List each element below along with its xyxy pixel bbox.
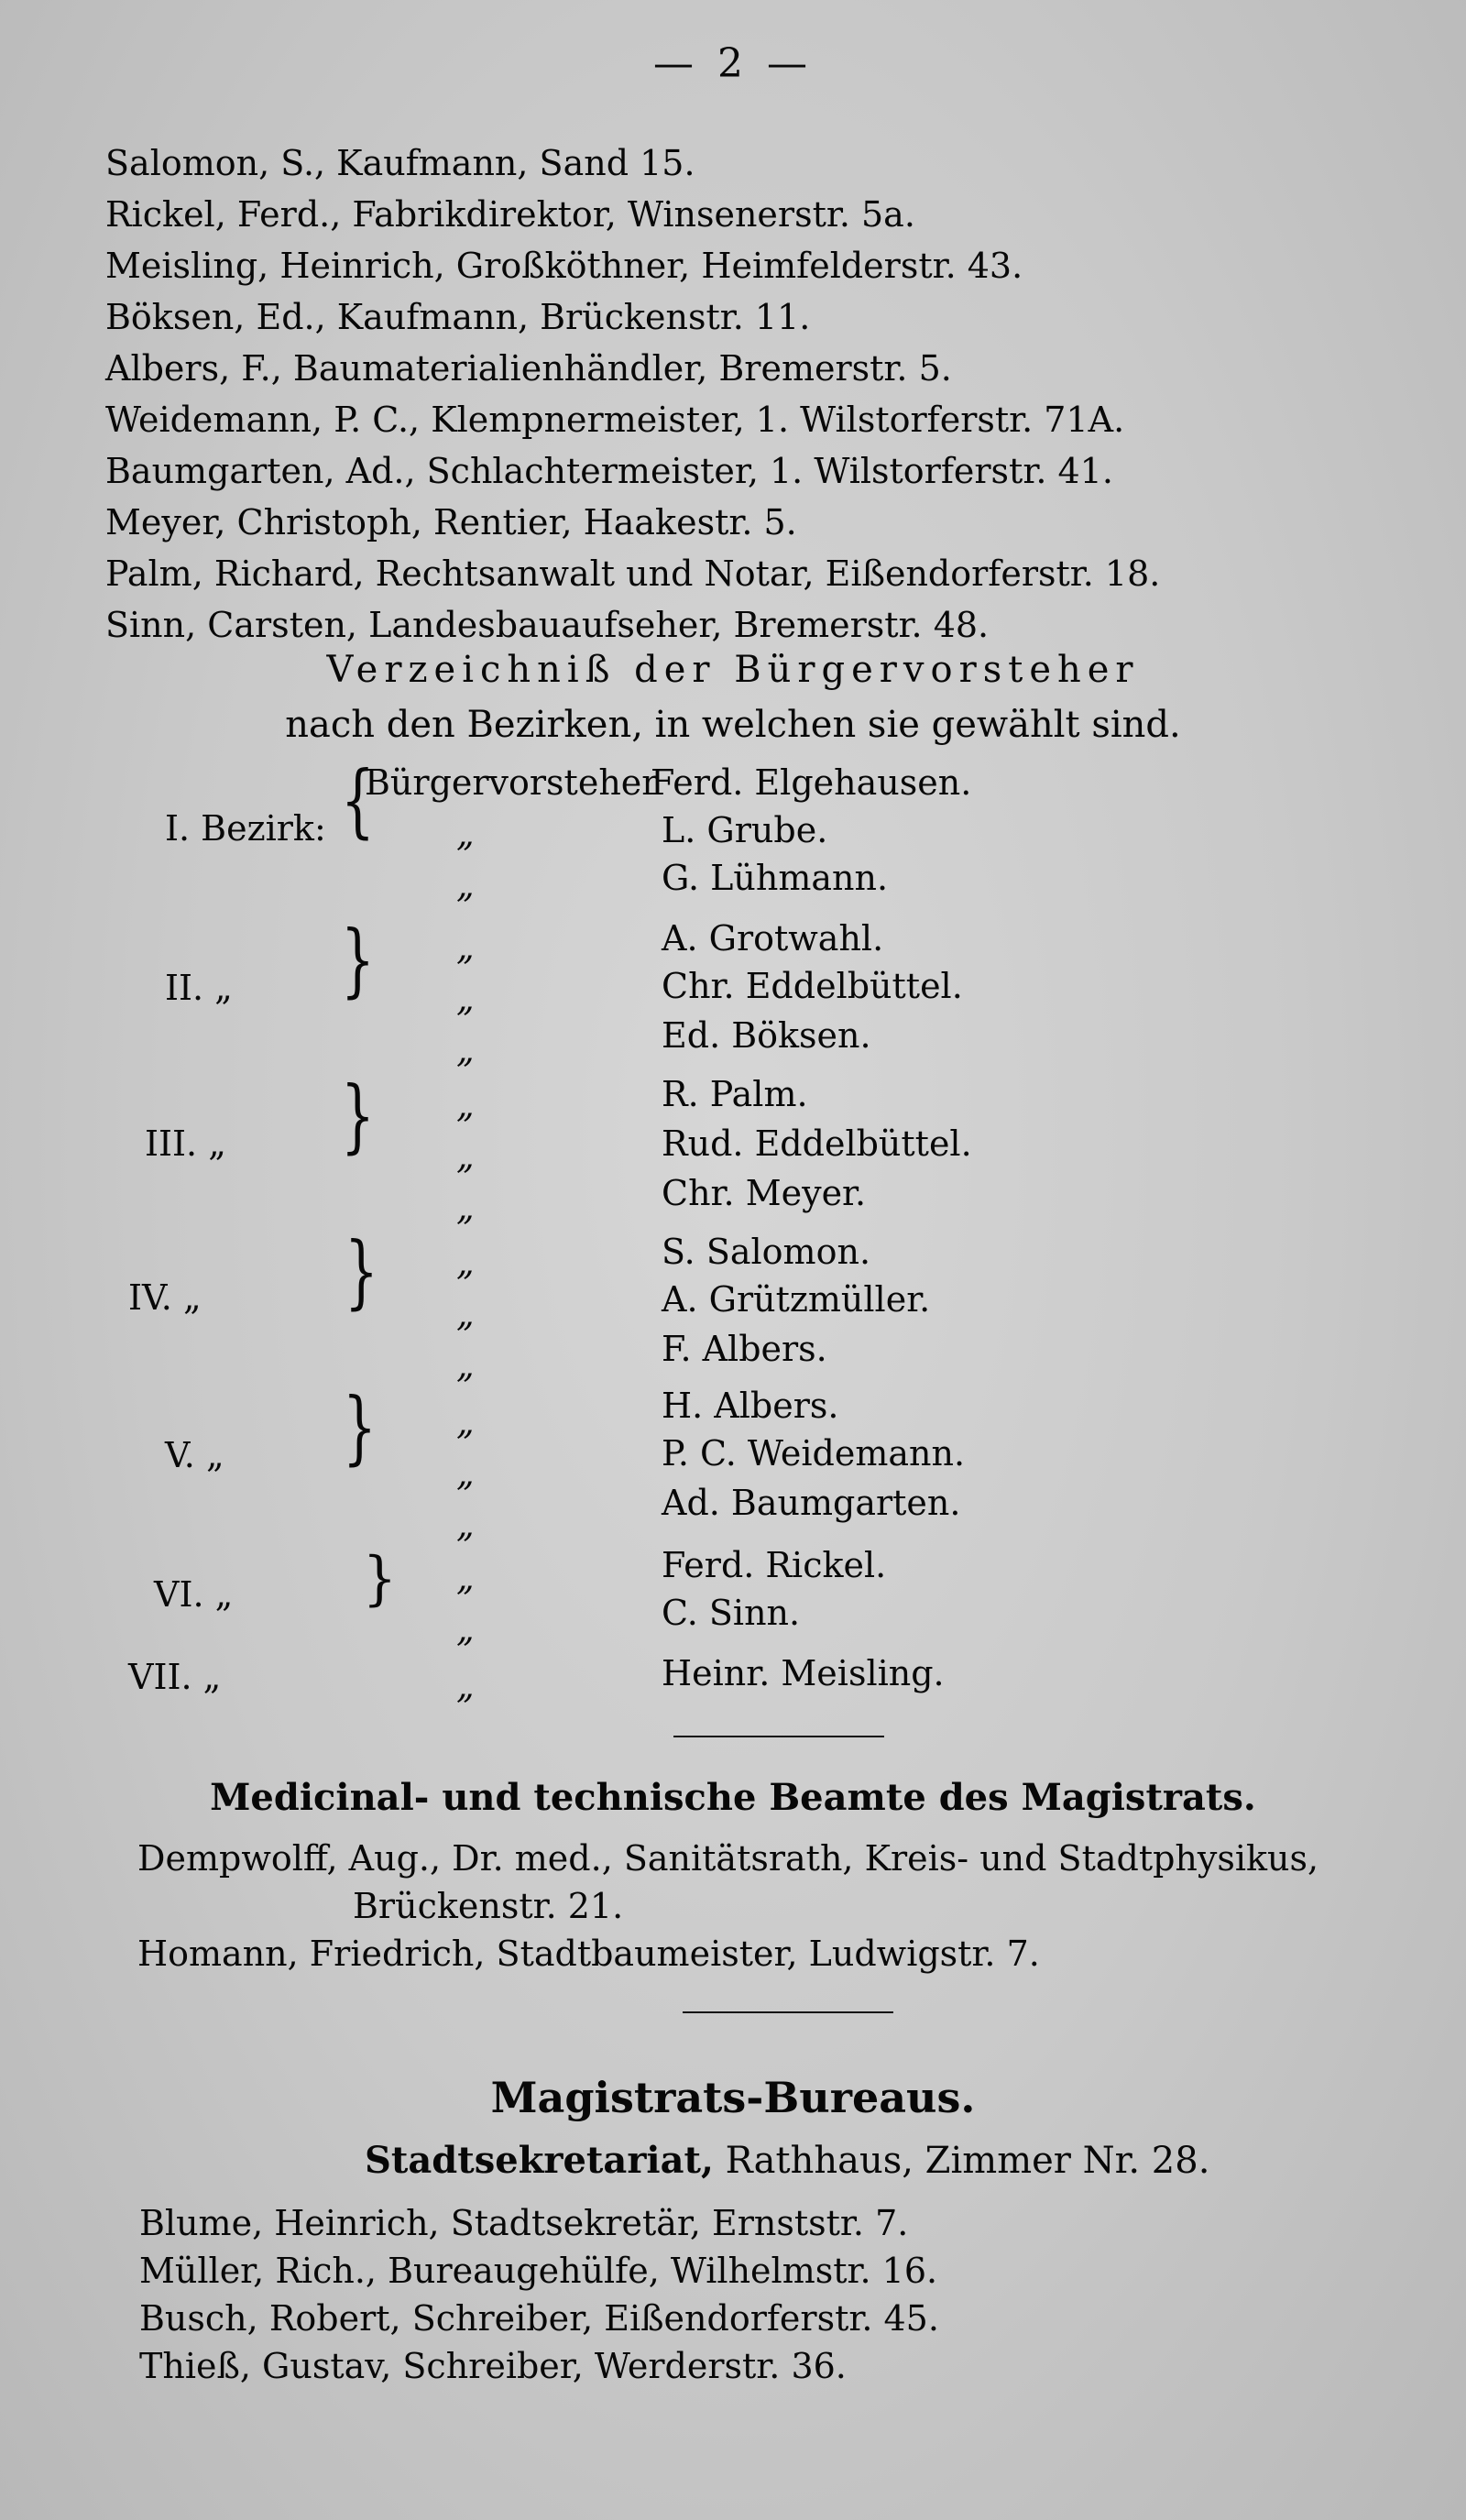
ditto-mark: „ — [456, 1030, 475, 1070]
brace: } — [345, 1224, 378, 1319]
ditto-mark: „ — [456, 1243, 475, 1283]
subtitle-bold: Stadtsekretariat, — [365, 2139, 714, 2182]
ditto-mark: „ — [456, 1085, 475, 1125]
brace: } — [343, 1380, 377, 1474]
list-item: Thieß, Gustav, Schreiber, Werderstr. 36. — [139, 2346, 847, 2386]
district-member: Rud. Eddelbüttel. — [662, 1123, 972, 1164]
district-member: P. C. Weidemann. — [662, 1433, 966, 1474]
district-label: V. „ — [165, 1435, 224, 1475]
header-label: Bürgervorsteher — [365, 762, 659, 803]
list-item: Sinn, Carsten, Landesbauaufseher, Bremerstr. 48. — [105, 605, 990, 645]
section-title: Magistrats-Bureaus. — [490, 2073, 976, 2122]
list-item: Albers, F., Baumaterialienhändler, Bremerstr. 5. — [105, 348, 952, 389]
list-item: Weidemann, P. C., Klempnermeister, 1. Wilstorferstr. 71A. — [105, 400, 1125, 440]
ditto-mark: „ — [456, 1136, 475, 1177]
ditto-mark: „ — [456, 1558, 475, 1598]
district-member: Ferd. Elgehausen. — [651, 762, 972, 803]
district-member: F. Albers. — [662, 1329, 827, 1369]
section-subtitle — [365, 2139, 1209, 2182]
district-member: A. Grützmüller. — [662, 1279, 931, 1320]
district-member: Ad. Baumgarten. — [662, 1483, 961, 1523]
section-title: Verzeichniß der Bürgervorsteher — [326, 649, 1140, 691]
brace: } — [341, 913, 375, 1007]
ditto-mark: „ — [456, 1453, 475, 1494]
list-item: Blume, Heinrich, Stadtsekretär, Ernststr. 7. — [139, 2203, 909, 2243]
ditto-mark: „ — [456, 814, 475, 854]
district-label: VI. „ — [154, 1574, 234, 1615]
list-item: Salomon, S., Kaufmann, Sand 15. — [105, 143, 695, 183]
subtitle-rest: Rathhaus, Zimmer Nr. 28. — [713, 2140, 1210, 2182]
district-member: G. Lühmann. — [662, 858, 889, 898]
ditto-mark: „ — [456, 1609, 475, 1649]
ditto-mark: „ — [456, 927, 475, 968]
district-label: IV. „ — [128, 1277, 202, 1318]
ditto-mark: „ — [456, 1345, 475, 1386]
list-item: Baumgarten, Ad., Schlachtermeister, 1. Wilstorferstr. 41. — [105, 451, 1113, 491]
district-member: Ed. Böksen. — [662, 1015, 871, 1056]
ditto-mark: „ — [456, 1402, 475, 1442]
brace: { — [341, 753, 375, 848]
district-member: Heinr. Meisling. — [662, 1653, 945, 1693]
district-member: Chr. Eddelbüttel. — [662, 966, 963, 1006]
section-subtitle: nach den Bezirken, in welchen sie gewählt sind. — [285, 704, 1181, 746]
district-member: Chr. Meyer. — [662, 1173, 867, 1213]
district-label: I. Bezirk: — [165, 808, 326, 849]
district-member: C. Sinn. — [662, 1593, 801, 1633]
list-item: Brückenstr. 21. — [353, 1886, 624, 1926]
ditto-mark: „ — [456, 1188, 475, 1228]
district-member: S. Salomon. — [662, 1232, 871, 1272]
list-item: Palm, Richard, Rechtsanwalt und Notar, Eißendorferstr. 18. — [105, 553, 1161, 594]
district-member: L. Grube. — [662, 810, 828, 850]
district-member: H. Albers. — [662, 1386, 839, 1426]
list-item: Müller, Rich., Bureaugehülfe, Wilhelmstr. 16. — [139, 2251, 938, 2291]
divider — [673, 1736, 884, 1737]
district-member: Ferd. Rickel. — [662, 1545, 887, 1585]
section-title: Medicinal- und technische Beamte des Magistrats. — [210, 1776, 1256, 1819]
district-member: A. Grotwahl. — [662, 918, 884, 959]
district-label: II. „ — [165, 968, 233, 1008]
district-label: VII. „ — [128, 1657, 222, 1697]
list-item: Busch, Robert, Schreiber, Eißendorferstr. 45. — [139, 2298, 939, 2339]
district-label: III. „ — [145, 1123, 226, 1164]
ditto-mark: „ — [456, 1666, 475, 1706]
list-item: Homann, Friedrich, Stadtbaumeister, Ludwigstr. 7. — [137, 1934, 1040, 1974]
brace: } — [363, 1543, 397, 1613]
divider — [683, 2011, 893, 2013]
list-item: Meisling, Heinrich, Großköthner, Heimfelderstr. 43. — [105, 246, 1023, 286]
ditto-mark: „ — [456, 1294, 475, 1334]
ditto-mark: „ — [456, 979, 475, 1019]
list-item: Rickel, Ferd., Fabrikdirektor, Winsenerstr. 5a. — [105, 194, 915, 235]
brace: } — [341, 1068, 375, 1163]
ditto-mark: „ — [456, 1505, 475, 1545]
list-item: Dempwolff, Aug., Dr. med., Sanitätsrath, Kreis- und Stadtphysikus, — [137, 1838, 1319, 1879]
list-item: Böksen, Ed., Kaufmann, Brückenstr. 11. — [105, 297, 811, 337]
district-member: R. Palm. — [662, 1074, 808, 1114]
list-item: Meyer, Christoph, Rentier, Haakestr. 5. — [105, 502, 797, 542]
ditto-mark: „ — [456, 865, 475, 905]
page-number: — 2 — — [653, 40, 813, 87]
